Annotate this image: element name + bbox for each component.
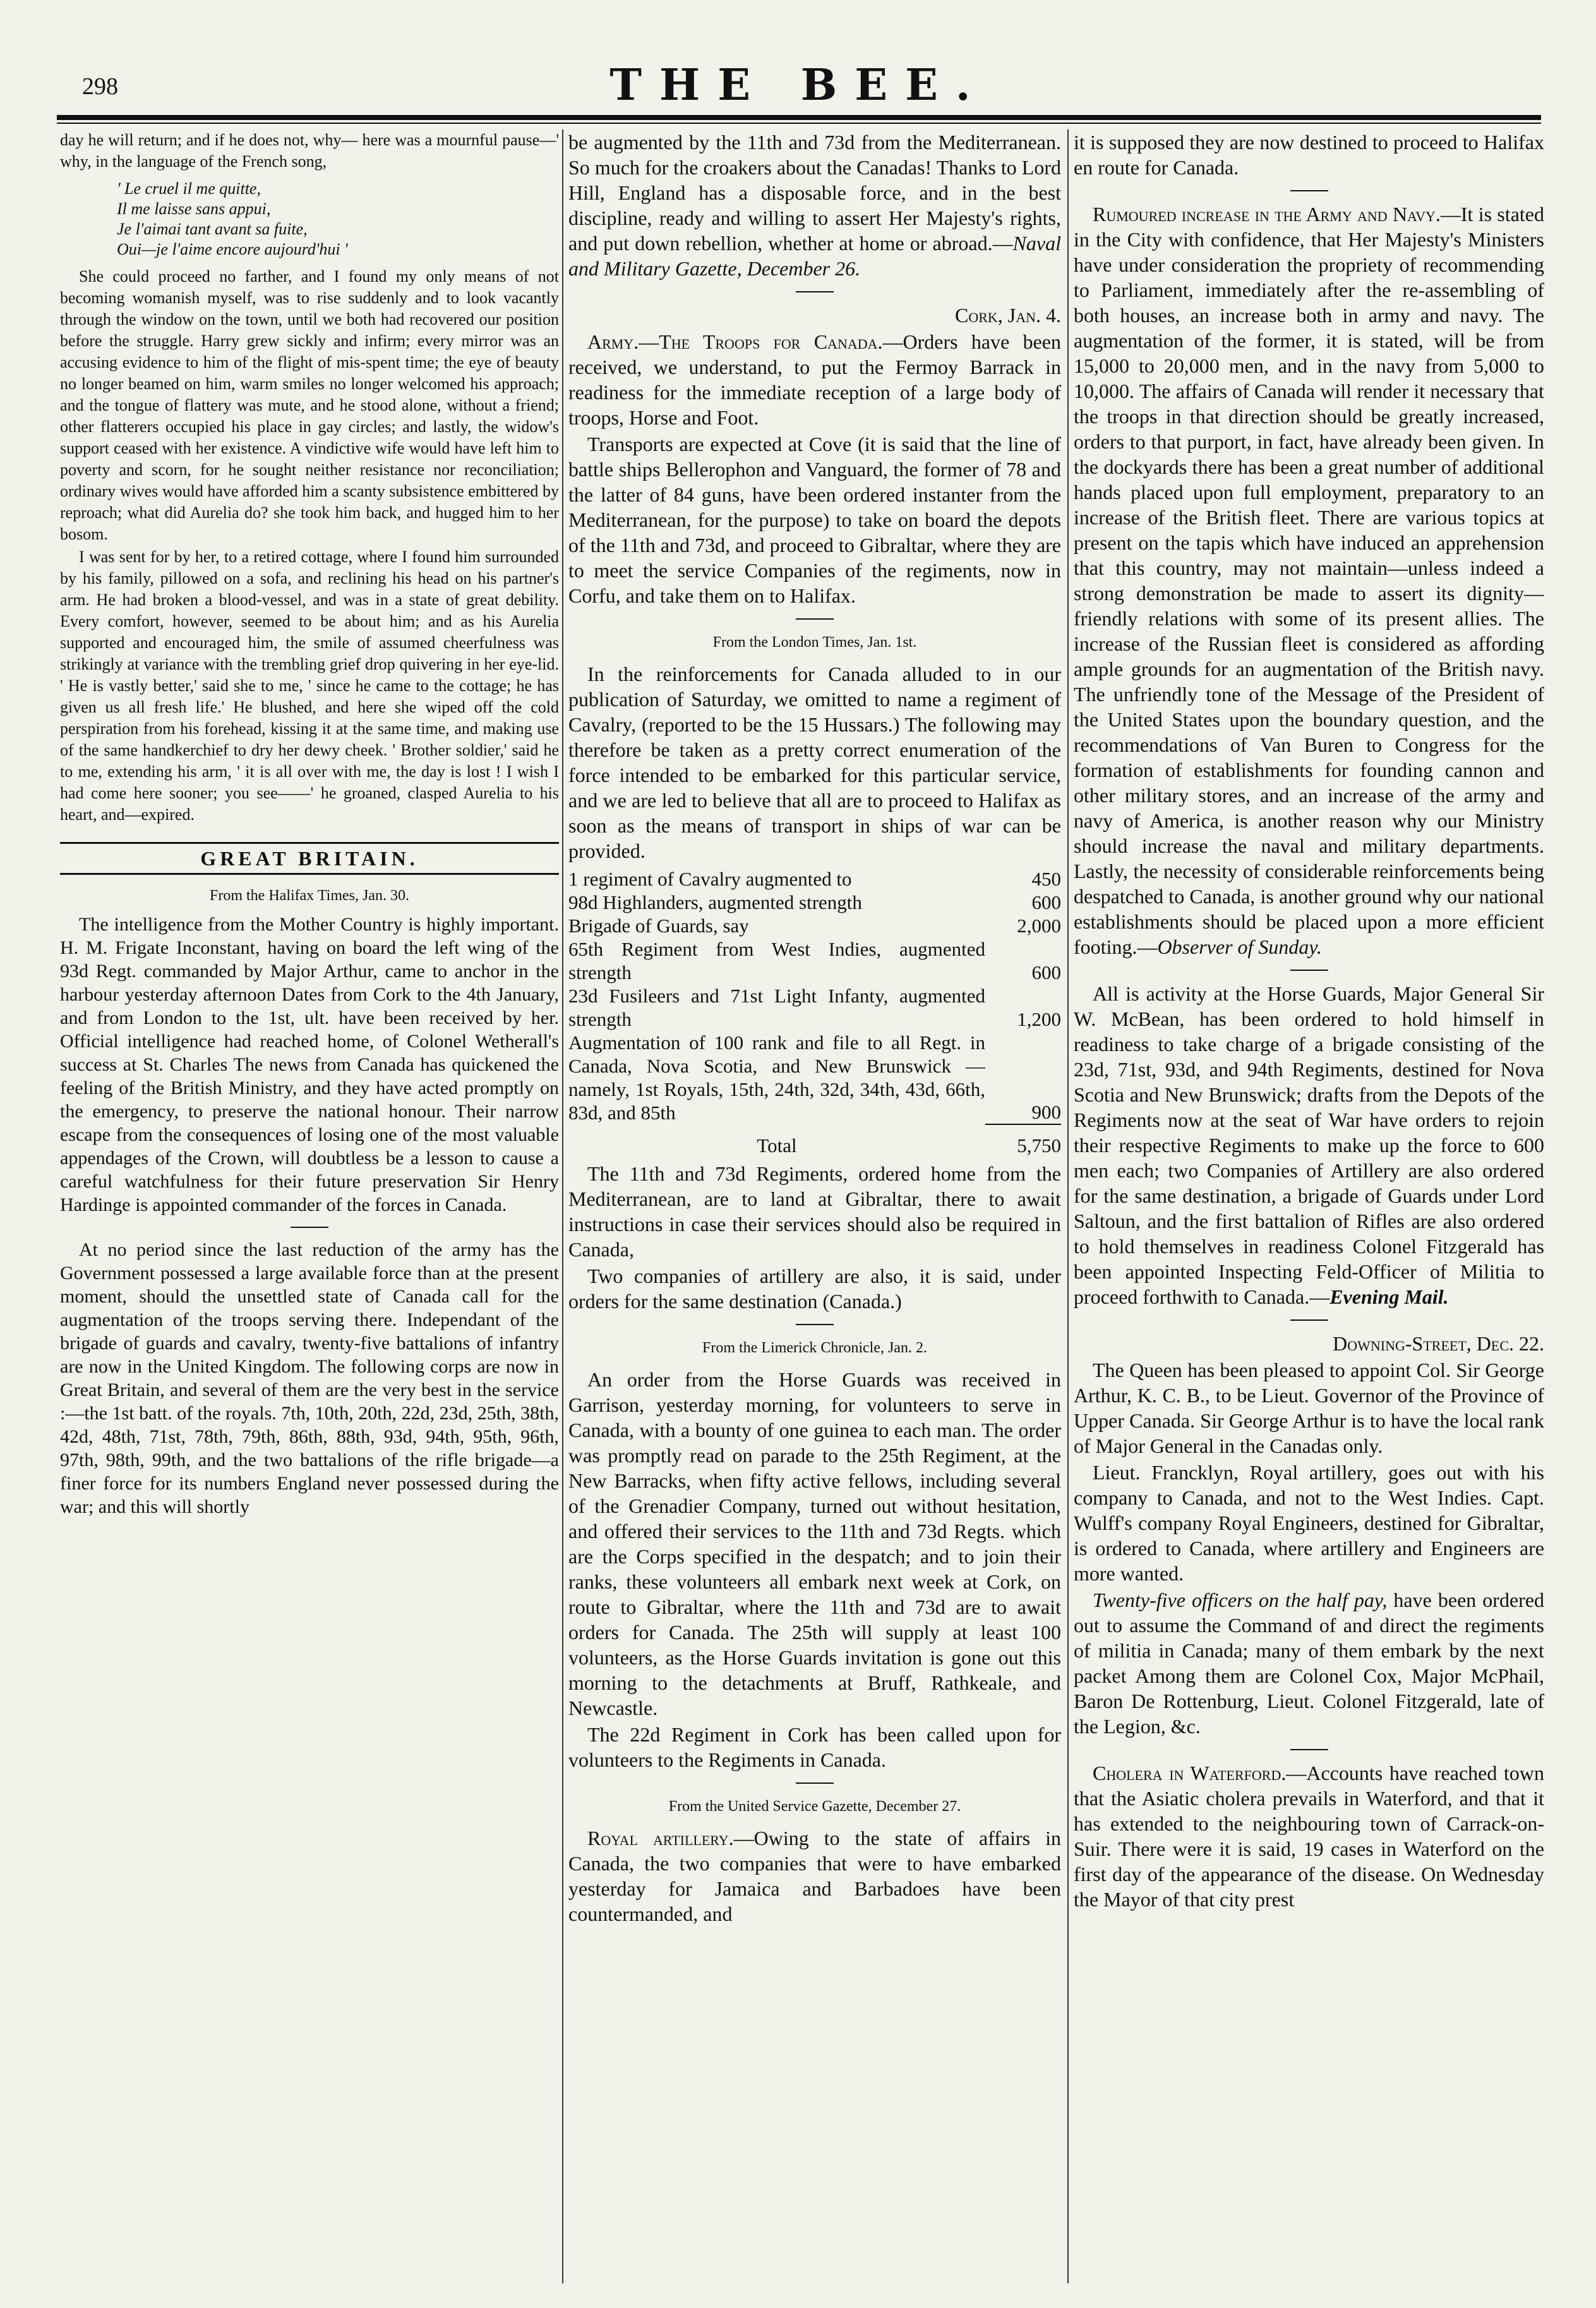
table-cell-value: 600 (1031, 891, 1061, 913)
paragraph-heading: Army.—The Troops for Canada.— (587, 330, 903, 353)
paragraph (568, 129, 1061, 281)
paragraph: Two companies of artillery are also, it is said, under orders for the same destination (Canada.) (568, 1265, 1061, 1313)
masthead (57, 60, 1541, 111)
table-row (568, 1031, 1061, 1124)
paragraph: At no period since the last reduction of the army has the Government possessed a large available force than at the present moment, should the unsettled state of Canada call for the augmentation of the troops serving there. Independant of the brigade of guards and cavalry, twenty-five battalions of infantry are now in the United Kingdom. The following corps are now in Great Britain, and several of them are the very best in the service :—the 1st batt. of the royals. 7th, 10th, 20th, 22d, 23d, 25th, 38th, 42d, 48th, 71st, 78th, 79th, 86th, 88th, 93d, 94th, 95th, 96th, 97th, 98th, 99th, and the two battalions of the rifle brigade—a finer force for its numbers England never possessed during the war; and this will shortly (60, 1239, 559, 1517)
total-value: 5,750 (985, 1124, 1061, 1157)
paragraph: The 11th and 73d Regiments, ordered home from the Mediterranean, are to land at Gibraltar, there to await instructions in case their services should also be required in Canada, (568, 1162, 1061, 1261)
paragraph (1074, 1587, 1544, 1739)
troop-table (568, 867, 1061, 1157)
newspaper-title: THE BEE. (609, 60, 988, 111)
column-divider (1067, 129, 1069, 2283)
table-cell-value: 900 (1031, 1101, 1061, 1123)
separator-rule (291, 1227, 328, 1228)
table-cell-value: 600 (1031, 961, 1061, 983)
paragraph: The intelligence from the Mother Country is highly important. H. M. Frigate Inconstant, having on board the left wing of the 93d Regt. commanded by Major Arthur, came to anchor in the harbour yesterday afternoon Dates from Cork to the 4th January, and from London to the 1st, ult. have been received by her. Official intelligence had reached home, of Colonel Wetherall's success at St. Charles The news from Canada has quickened the feeling of the British Ministry, and they have acted promptly on the emergency, to preserve the national honour. Their narrow escape from the consequences of losing one of the most valuable appendages of the Crown, will doubtless be a lesson to cause a careful watchfulness for their future preservation Sir Henry Hardinge is appointed commander of the forces in Canada. (60, 914, 559, 1215)
separator-rule (1290, 190, 1328, 191)
table-cell-label: Brigade of Guards, say (568, 915, 749, 937)
paragraph (1074, 1760, 1544, 1912)
column-2 (568, 129, 1061, 2283)
section-heading: GREAT BRITAIN. (60, 842, 559, 875)
separator-rule (1290, 1749, 1328, 1750)
verse-line: Oui—je l'aime encore aujourd'hui ' (117, 240, 348, 258)
verse-line: Il me laisse sans appui, (117, 200, 271, 218)
paragraph: it is supposed they are now destined to proceed to Halifax en route for Canada. (1074, 131, 1544, 179)
table-row (568, 891, 1061, 914)
table-cell-label: 98d Highlanders, augmented strength (568, 891, 862, 913)
separator-rule (796, 291, 834, 292)
table-row (568, 914, 1061, 937)
source-line: From the United Service Gazette, December 27. (668, 1798, 961, 1815)
paragraph: She could proceed no farther, and I found my only means of not becoming womanish myself, was to rise suddenly and to look vacantly through the window on the town, until we both had recovered our position before the struggle. Harry grew sickly and infirm; every mirror was an accusing evidence to him of the flight of mis-spent time; the eye of beauty no longer beamed on him, warm smiles no longer welcomed his approach; and the tongue of flattery was mute, and he stood alone, without a friend; other flatterers occupied his place in gay circles; and lastly, the widow's support ceased with her existence. A vindictive wife would have left him to poverty and scorn, for he sought neither resistance nor reconciliation; ordinary wives would have afforded him a scanty subsistence embittered by reproach; what did Aurelia do? she took him back, and hugged him to her bosom. (60, 267, 559, 543)
paragraph-text: It is stated in the City with confidence, that Her Majesty's Ministers have under consideration the propriety of recommending to Parliament, immediately after the re-assembling of both houses, an increase both in army and navy. The augmentation of the former, it is stated, will be from 15,000 to 20,000 men, and in the navy from 5,000 to 10,000. The affairs of Canada will render it necessary that the troops in that direction should be greatly increased, orders to that purport, in fact, have already been given. In the dockyards there has been a great number of additional hands placed upon full employment, preparatory to an increase of the British fleet. There are various topics at present on the tapis which have induced an apprehension that this country, may not maintain—unless indeed a strong demonstration be made to assert its dignity—friendly relations with some of its present allies. The increase of the Russian fleet is considered as affording ample grounds for an augmentation of the British navy. The unfriendly tone of the Message of the President of the United States upon the boundary question, and the recommendations of Van Buren to Congress for the formation of establishments for founding cannon and other military stores, and an increase of the army and navy of America, is another reason why our Ministry should increase the naval and military departments. Lastly, the necessity of considerable reinforcements being despatched to Canada, is another ground why our national establishments should be placed upon a more efficient footing.— (1074, 203, 1544, 958)
story-continuation: day he will return; and if he does not, why— here was a mournful pause—' why, in the language of the French song, (60, 131, 559, 171)
source-line: From the London Times, Jan. 1st. (712, 634, 917, 651)
paragraph-text: Accounts have reached town that the Asiatic cholera prevails in Waterford, and that it has extended to the neighbouring town of Carrack-on-Suir. There were it is said, 19 cases in Waterford on the first day of the appearance of the disease. On Wednesday the Mayor of that city prest (1074, 1762, 1544, 1911)
citation: Naval and Military Gazette, December 26. (568, 232, 1061, 280)
separator-rule (796, 1324, 834, 1325)
source-line: From the Limerick Chronicle, Jan. 2. (702, 1340, 927, 1356)
citation: Evening Mail. (1329, 1285, 1449, 1308)
table-row (568, 984, 1061, 1031)
paragraph (568, 1825, 1061, 1926)
column-divider (562, 129, 563, 2283)
table-cell-value: 1,200 (1017, 1008, 1061, 1030)
paragraph: The 22d Regiment in Cork has been called upon for volunteers to the Regiments in Canada. (568, 1723, 1061, 1771)
separator-rule (796, 1782, 834, 1784)
french-song-verse (117, 179, 559, 260)
column-1 (60, 129, 559, 2283)
separator-rule (796, 618, 834, 620)
masthead-rule (57, 115, 1541, 120)
paragraph: Transports are expected at Cove (it is said that the line of battle ships Bellerophon and Vanguard, the former of 78 and the latter of 84 guns, have been ordered instanter from the Mediterranean, for the purpose) to take on board the depots of the 11th and 73d, and proceed to Gibraltar, where they are to meet the service Companies of the regiments, now in Corfu, and take them on to Halifax. (568, 433, 1061, 607)
separator-rule (1290, 970, 1328, 971)
table-cell-value: 2,000 (1017, 915, 1061, 937)
paragraph-lead: Twenty-five officers on the half pay, (1093, 1589, 1388, 1611)
table-row (568, 937, 1061, 984)
paragraph (1074, 201, 1544, 959)
paragraph-heading: Royal artillery.— (587, 1827, 754, 1849)
paragraph-text: Owing to the state of affairs in Canada, the two companies that were to have embarked yesterday for Jamaica and Barbadoes have been countermanded, and (568, 1827, 1061, 1925)
paragraph-text: All is activity at the Horse Guards, Major General Sir W. McBean, has been ordered to hold himself in readiness to take charge of a brigade consisting of the 23d, 71st, 93d, and 94th Regiments, destined for Nova Scotia and New Brunswick; drafts from the Depots of the Regiments now at the seat of War have orders to rejoin their respective Regiments to make up the force to 600 men each; two Companies of Artillery are also ordered for the same destination, a brigade of Guards under Lord Saltoun, and the first battalion of Rifles are also ordered to hold themselves in readiness Colonel Fitzgerald has been appointed Inspecting Feld-Officer of Militia to proceed forthwith to Canada.— (1074, 982, 1544, 1308)
table-cell-label: Augmentation of 100 rank and file to all Regt. in Canada, Nova Scotia, and New Brunswick — namely, 1st Royals, 15th, 24th, 32d, 34th, 43d, 66th, 83d, and 85th (568, 1031, 985, 1124)
table-total-row (568, 1124, 1061, 1157)
paragraph: The Queen has been pleased to appoint Col. Sir George Arthur, K. C. B., to be Lieut. Governor of the Province of Upper Canada. Sir George Arthur is to have the local rank of Major General in the Canadas only. (1074, 1359, 1544, 1457)
paragraph-text: Orders have been received, we understand, to put the Fermoy Barrack in readiness for the immediate reception of a large body of troops, Horse and Foot. (568, 330, 1061, 429)
verse-line: ' Le cruel il me quitte, (117, 179, 261, 198)
total-label: Total (757, 1134, 797, 1157)
table-cell-value: 450 (1031, 868, 1061, 890)
table-cell-label: 1 regiment of Cavalry augmented to (568, 868, 852, 890)
page-number: 298 (82, 73, 118, 100)
verse-line: Je l'aimai tant avant sa fuite, (117, 220, 308, 238)
citation: Observer of Sunday. (1157, 935, 1322, 958)
table-cell-label: 65th Regiment from West Indies, augmented strength (568, 938, 985, 983)
paragraph-text: be augmented by the 11th and 73d from the Mediterranean. So much for the croakers about the Canadas! Thanks to Lord Hill, England has a disposable force, and in the best discipline, ready and willing to assert Her Majesty's rights, and put down rebellion, whether at home or abroad.— (568, 131, 1061, 255)
dateline: Downing-Street, Dec. 22. (1333, 1332, 1544, 1355)
paragraph-heading: Cholera in Waterford.— (1093, 1762, 1307, 1784)
source-line: From the Halifax Times, Jan. 30. (210, 887, 409, 904)
column-3 (1074, 129, 1544, 2283)
paragraph: Lieut. Francklyn, Royal artillery, goes out with his company to Canada, and not to the West Indies. Capt. Wulff's company Royal Engineers, destined for Gibraltar, is ordered to Canada, where artillery and Engineers are more wanted. (1074, 1461, 1544, 1585)
table-cell-label: 23d Fusileers and 71st Light Infanty, augmented strength (568, 985, 985, 1030)
paragraph: In the reinforcements for Canada alluded to in our publication of Saturday, we omitted to name a regiment of Cavalry, (reported to be the 15 Hussars.) The following may therefore be taken as a pretty correct enumeration of the force intended to be embarked for this particular service, and we are led to believe that all are to proceed to Halifax as soon as the means of transport in ships of war can be provided. (568, 663, 1061, 862)
paragraph-text: have been ordered out to assume the Command of and direct the regiments of militia in Canada; many of them embark by the next packet Among them are Colonel Cox, Major McPhail, Baron De Rottenburg, Lieut. Colonel Fitzgerald, late of the Legion, &c. (1074, 1589, 1544, 1738)
paragraph (1074, 981, 1544, 1309)
table-row (568, 867, 1061, 891)
paragraph (568, 329, 1061, 430)
paragraph: An order from the Horse Guards was received in Garrison, yesterday morning, for volunteers to serve in Canada, with a bounty of one guinea to each man. The order was promptly read on parade to the 25th Regiment, at the New Barracks, when fifty active fellows, including several of the Grenadier Company, turned out without hesitation, and offered their services to the 11th and 73d Regts. which are the Corps specified in the despatch; and to join their ranks, these volunteers all embark next week at Cork, on route to Gibraltar, where the 11th and 73d are to await orders for Canada. The 25th will supply at least 100 volunteers, as the Horse Guards invitation is gone out this morning to the detachments at Bruff, Rathkeale, and Newcastle. (568, 1368, 1061, 1719)
paragraph: I was sent for by her, to a retired cottage, where I found him surrounded by his family, pillowed on a sofa, and reclining his head on his partner's arm. He had broken a blood-vessel, and was in a state of great debility. Every comfort, however, seemed to be about him; and as his Aurelia supported and encouraged him, the smile of assumed cheerfulness was strikingly at variance with the trembling grief drop quivering in her eye-lid. ' He is vastly better,' said she to me, ' since he came to the cottage; he has given us all fresh life.' He blushed, and here she wiped off the cold perspiration from his forehead, kissing it at the same time, and making use of the same handkerchief to dry her dewy cheek. ' Brother soldier,' said he to me, extending his arm, ' it is all over with me, the day is lost ! I wish I had come here sooner; you see——' he groaned, clasped Aurelia to his heart, and—expired. (60, 548, 559, 824)
masthead-rule-thin (57, 123, 1541, 124)
separator-rule (1290, 1319, 1328, 1321)
dateline: Cork, Jan. 4. (954, 304, 1061, 327)
paragraph-heading: Rumoured increase in the Army and Navy.— (1093, 203, 1461, 225)
